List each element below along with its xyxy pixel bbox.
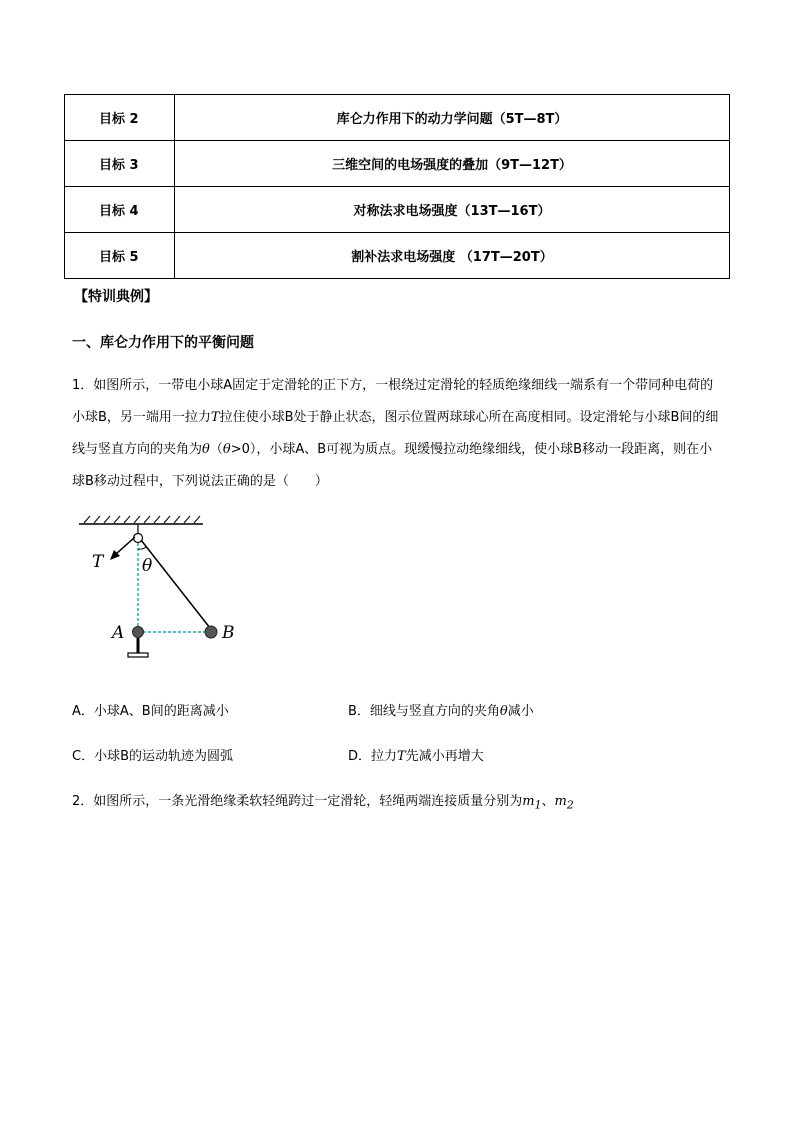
target-label: 目标 4 <box>65 187 175 233</box>
ball-a <box>133 627 144 638</box>
string-to-b <box>141 540 210 628</box>
q1-text-d: >0），小球A、B可视为质点。现缓慢拉动绝缘细线，使小球B移动一段距离，则在小球B移动过程中，下列说法正确的是（ ） <box>72 442 713 489</box>
q2-m1-sub: 1 <box>534 798 542 812</box>
q2-m1: m <box>522 794 535 809</box>
target-desc: 割补法求电场强度 （17T—20T） <box>175 233 730 279</box>
angle-arc <box>138 547 146 549</box>
table-row <box>65 187 730 233</box>
ceiling-hatching <box>84 516 200 523</box>
table-row <box>65 95 730 141</box>
q1-var-theta2: θ <box>222 442 231 457</box>
label-a: A <box>112 623 125 643</box>
target-desc: 库仑力作用下的动力学问题（5T—8T） <box>175 95 730 141</box>
table-row <box>65 141 730 187</box>
option-d-pre: D．拉力 <box>348 749 398 764</box>
subsection-title: 一、库仑力作用下的平衡问题 <box>72 335 254 351</box>
target-label: 目标 3 <box>65 141 175 187</box>
option-b-pre: B．细线与竖直方向的夹角 <box>348 704 500 719</box>
option-b <box>348 700 534 719</box>
label-t: T <box>92 552 104 572</box>
section-title: 【特训典例】 <box>74 289 158 305</box>
q2-text: 2．如图所示，一条光滑绝缘柔软轻绳跨过一定滑轮，轻绳两端连接质量分别为 <box>72 794 523 809</box>
q1-text-b: 拉住使小球B处于静止状态，图示位置两球球心所在高度相同。设定滑轮与小球B间的细线与竖直方向的夹角为 <box>72 410 719 457</box>
question-2-text <box>72 790 574 812</box>
option-a: A．小球A、B间的距离减小 <box>72 704 229 719</box>
table-row <box>65 233 730 279</box>
tension-line <box>116 537 135 554</box>
label-theta: θ <box>142 556 153 576</box>
pulley-figure <box>76 512 235 667</box>
q2-m2: m <box>554 794 567 809</box>
targets-table <box>64 94 730 279</box>
q1-var-t: T <box>210 410 220 425</box>
q1-text-c: （ <box>209 442 223 457</box>
option-d-post: 先减小再增大 <box>405 749 484 764</box>
target-desc: 三维空间的电场强度的叠加（9T—12T） <box>175 141 730 187</box>
ball-b <box>205 626 217 638</box>
q2-sep: 、 <box>541 794 555 809</box>
option-b-post: 减小 <box>507 704 534 719</box>
option-d-var: T <box>397 749 406 764</box>
q1-text-a: 1．如图所示，一带电小球A固定于定滑轮的正下方，一根绕过定滑轮的轻质绝缘细线一端系有一个带同种电荷的小球B，另一端用一拉力 <box>72 378 714 425</box>
option-d <box>348 745 484 764</box>
stand-base <box>128 653 148 657</box>
target-label: 目标 5 <box>65 233 175 279</box>
label-b: B <box>222 623 235 643</box>
q2-m2-sub: 2 <box>566 798 574 812</box>
q1-var-theta: θ <box>202 442 210 457</box>
target-desc: 对称法求电场强度（13T—16T） <box>175 187 730 233</box>
question-1-text <box>72 370 722 498</box>
option-c: C．小球B的运动轨迹为圆弧 <box>72 749 233 764</box>
target-label: 目标 2 <box>65 95 175 141</box>
option-b-var: θ <box>499 704 508 719</box>
